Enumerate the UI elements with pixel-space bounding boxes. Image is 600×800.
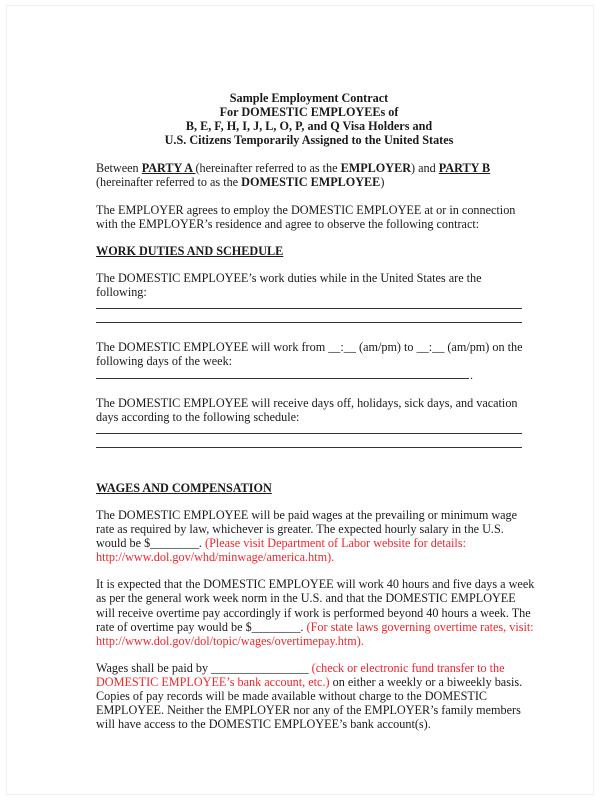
title-line: For DOMESTIC EMPLOYEEs of <box>219 105 399 120</box>
employer-term: EMPLOYER <box>340 161 412 176</box>
days-off-paragraph <box>96 396 522 424</box>
payment-method-blank: Wages shall be paid by ________________ <box>96 660 312 675</box>
close-paren: ) <box>380 175 385 190</box>
hours-line: The DOMESTIC EMPLOYEE will work from __:__ (am/pm) to __:__ (am/pm) on the <box>96 340 523 355</box>
fill-in-blank[interactable] <box>96 313 522 327</box>
parties-paragraph <box>96 161 522 189</box>
duties-line: The DOMESTIC EMPLOYEE’s work duties while in the United States are the <box>96 270 482 285</box>
intro-line: with the EMPLOYER’s residence and agree to observe the following contract: <box>96 216 480 231</box>
parties-line-2 <box>96 175 384 189</box>
fill-in-blank[interactable] <box>96 299 522 313</box>
referred-text: (hereinafter referred to as the <box>96 175 242 190</box>
section-heading-wages: WAGES AND COMPENSATION <box>96 480 272 495</box>
payment-line <box>96 675 522 689</box>
section-heading-work: WORK DUTIES AND SCHEDULE <box>96 243 284 258</box>
work-days-blanks <box>96 368 522 382</box>
duties-line: following: <box>96 284 147 299</box>
domestic-employee-term: DOMESTIC EMPLOYEE <box>241 175 381 190</box>
document-content <box>96 91 535 744</box>
parties-line-1 <box>96 161 490 175</box>
title-line: Sample Employment Contract <box>229 91 389 105</box>
wages-paragraph-1 <box>96 508 522 564</box>
intro-paragraph <box>96 203 522 231</box>
state-laws-note: (For state laws governing overtime rates, visit: <box>306 619 534 634</box>
title-line: B, E, F, H, I, J, L, O, P, and Q Visa Holders and <box>185 119 433 134</box>
referred-text: (hereinafter referred to as the <box>195 161 341 176</box>
payment-frequency-text: on either a weekly or a biweekly basis. <box>329 674 523 689</box>
work-duties-blanks <box>96 299 522 327</box>
overtime-rate-blank: rate of overtime pay would be $________. <box>96 619 307 634</box>
overtime-line: will receive overtime pay accordingly if work is performed beyond 40 hours a week. The <box>96 605 531 620</box>
payment-method-note: (check or electronic fund transfer to the <box>311 660 505 675</box>
overtime-line: It is expected that the DOMESTIC EMPLOYEE will work 40 hours and five days a week <box>96 577 535 592</box>
wages-line: The DOMESTIC EMPLOYEE will be paid wages at the prevailing or minimum wage <box>96 507 518 522</box>
fill-in-blank[interactable] <box>96 438 522 452</box>
spacer <box>96 465 522 481</box>
hourly-salary-blank: would be $________. <box>96 536 206 551</box>
title-line: U.S. Citizens Temporarily Assigned to the United States <box>164 133 454 148</box>
overtime-url[interactable]: http://www.dol.gov/dol/topic/wages/overtimepay.htm). <box>96 633 364 648</box>
party-b-label: PARTY B <box>438 161 491 176</box>
dol-note: (Please visit Department of Labor website for details: <box>205 536 466 551</box>
wages-line <box>96 536 466 550</box>
document-title <box>96 91 522 147</box>
payment-line: Copies of pay records will be made available without charge to the DOMESTIC <box>96 689 488 703</box>
work-duties-paragraph <box>96 271 522 299</box>
and-text: ) and <box>411 161 439 176</box>
fill-in-blank[interactable] <box>96 424 522 438</box>
days-off-blanks <box>96 424 522 452</box>
days-off-line: days according to the following schedule: <box>96 409 300 424</box>
overtime-line: as per the general work week norm in the U.S. and that the DOMESTIC EMPLOYEE <box>96 591 516 606</box>
document-page <box>6 5 594 795</box>
fill-in-blank[interactable] <box>96 368 522 382</box>
hours-line: following days of the week: <box>96 354 233 369</box>
wages-paragraph-3 <box>96 661 522 731</box>
payment-line: EMPLOYEE. Neither the EMPLOYER nor any of the EMPLOYER’s family members <box>96 703 521 718</box>
days-off-line: The DOMESTIC EMPLOYEE will receive days off, holidays, sick days, and vacation <box>96 395 518 410</box>
minwage-url[interactable]: http://www.dol.gov/whd/minwage/america.htm). <box>96 550 335 565</box>
between-text: Between <box>96 161 142 176</box>
intro-line: The EMPLOYER agrees to employ the DOMESTIC EMPLOYEE at or in connection <box>96 202 516 217</box>
overtime-line <box>96 620 534 634</box>
party-a-label: PARTY A <box>141 161 196 176</box>
work-hours-paragraph <box>96 340 522 368</box>
wages-line: rate as required by law, whichever is greater. The expected hourly salary in the U.S. <box>96 522 504 537</box>
payment-line: will have access to the DOMESTIC EMPLOYEE’s bank account(s). <box>96 717 431 732</box>
payment-line <box>96 661 505 675</box>
period: . <box>470 367 473 382</box>
wages-paragraph-2 <box>96 577 535 648</box>
payment-method-note: DOMESTIC EMPLOYEE’s bank account, etc.) <box>96 674 330 689</box>
